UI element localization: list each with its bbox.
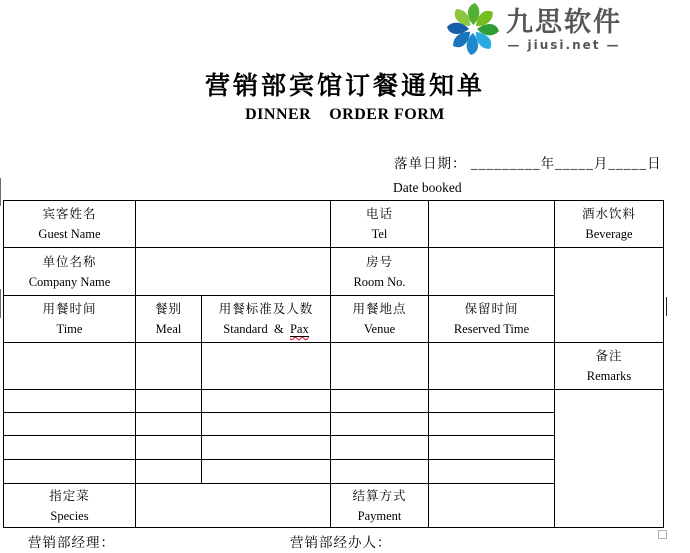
- guest-name-cn: 宾客姓名: [42, 207, 97, 221]
- left-edge-tick-2: [0, 289, 1, 318]
- standard-pax-en: [202, 319, 330, 339]
- reserved-time-cn: 保留时间: [464, 302, 519, 316]
- meal-en: Meal: [155, 322, 182, 336]
- input-venue-3[interactable]: [331, 413, 429, 436]
- agent-signature-label: 营销部经办人：: [290, 535, 392, 550]
- date-day-suffix: 日: [647, 156, 662, 171]
- venue-en: Venue: [363, 322, 396, 336]
- tel-en: Tel: [371, 227, 388, 241]
- input-standard-4[interactable]: [202, 436, 331, 460]
- input-meal-3[interactable]: [136, 413, 202, 436]
- manager-signature-label: 营销部经理：: [28, 535, 115, 550]
- pax-misspelled-word: Pax: [289, 322, 309, 336]
- left-edge-tick-1: [0, 178, 1, 206]
- input-time-2[interactable]: [4, 390, 136, 413]
- input-standard-1[interactable]: [202, 343, 331, 390]
- payment-cn: 结算方式: [352, 488, 407, 503]
- input-time-5[interactable]: [4, 460, 136, 484]
- company-name-cn: 单位名称: [42, 254, 97, 269]
- beverage-en: Beverage: [585, 227, 633, 241]
- row-company-name: [4, 248, 664, 296]
- date-year-blank[interactable]: _________: [470, 156, 541, 171]
- input-reserved-2[interactable]: [429, 390, 555, 413]
- input-reserved-5[interactable]: [429, 460, 555, 484]
- label-species: [4, 484, 136, 528]
- label-company-name: [4, 248, 136, 296]
- input-tel[interactable]: [429, 201, 555, 248]
- time-cn: 用餐时间: [42, 302, 97, 316]
- input-meal-2[interactable]: [136, 390, 202, 413]
- logo-brand-name: 九思软件: [506, 7, 622, 38]
- input-venue-1[interactable]: [331, 343, 429, 390]
- remarks-cn: 备注: [595, 349, 623, 363]
- reserved-time-en: Reserved Time: [453, 322, 530, 336]
- input-reserved-1[interactable]: [429, 343, 555, 390]
- input-time-4[interactable]: [4, 436, 136, 460]
- logo-text: [506, 9, 622, 52]
- object-anchor-marker: [658, 530, 667, 539]
- input-payment[interactable]: [429, 484, 555, 528]
- date-month-blank[interactable]: _____: [555, 156, 594, 171]
- row-meal-entry-1: [4, 343, 664, 390]
- company-logo: [447, 3, 622, 55]
- row-meal-entry-2: [4, 390, 664, 413]
- input-standard-2[interactable]: [202, 390, 331, 413]
- label-time: [4, 296, 136, 343]
- room-no-en: Room No.: [353, 274, 406, 289]
- label-tel: [331, 201, 429, 248]
- date-day-blank[interactable]: _____: [608, 156, 648, 171]
- dinner-order-table: [3, 200, 664, 528]
- date-booked-line: [394, 152, 662, 172]
- standard-pax-cn: 用餐标准及人数: [218, 302, 314, 316]
- swirl-pinwheel-icon: [447, 3, 499, 55]
- input-venue-5[interactable]: [331, 460, 429, 484]
- label-meal: [136, 296, 202, 343]
- input-meal-1[interactable]: [136, 343, 202, 390]
- label-remarks: [555, 343, 664, 390]
- input-company-name[interactable]: [136, 248, 331, 296]
- input-reserved-3[interactable]: [429, 413, 555, 436]
- venue-cn: 用餐地点: [352, 302, 407, 316]
- input-species[interactable]: [136, 484, 331, 528]
- input-meal-5[interactable]: [136, 460, 202, 484]
- input-venue-2[interactable]: [331, 390, 429, 413]
- label-guest-name: [4, 201, 136, 248]
- input-meal-4[interactable]: [136, 436, 202, 460]
- date-year-suffix: 年: [540, 156, 556, 171]
- species-en: Species: [50, 508, 89, 523]
- input-beverage[interactable]: [555, 248, 664, 343]
- input-venue-4[interactable]: [331, 436, 429, 460]
- beverage-cn: 酒水饮料: [581, 207, 636, 221]
- input-guest-name[interactable]: [136, 201, 331, 248]
- date-month-suffix: 月: [593, 156, 609, 171]
- remarks-en: Remarks: [586, 369, 632, 383]
- company-name-en: Company Name: [28, 274, 111, 289]
- label-venue: [331, 296, 429, 343]
- input-time-3[interactable]: [4, 413, 136, 436]
- page-title-en: DINNER ORDER FORM: [245, 106, 445, 123]
- date-label-cn: 落单日期：: [394, 156, 471, 171]
- page-title-cn: 营销部宾馆订餐通知单: [204, 73, 485, 100]
- payment-en: Payment: [357, 508, 402, 523]
- input-room-no[interactable]: [429, 248, 555, 296]
- right-edge-tick: [666, 297, 667, 316]
- standard-text: Standard &: [223, 322, 290, 336]
- time-en: Time: [56, 322, 83, 336]
- tel-cn: 电话: [365, 207, 393, 221]
- input-remarks[interactable]: [555, 390, 664, 528]
- guest-name-en: Guest Name: [38, 227, 101, 241]
- input-standard-3[interactable]: [202, 413, 331, 436]
- input-time-1[interactable]: [4, 343, 136, 390]
- input-standard-5[interactable]: [202, 460, 331, 484]
- logo-site-url: — jiusi.net —: [507, 38, 621, 52]
- row-guest-name: [4, 201, 664, 248]
- label-room-no: [331, 248, 429, 296]
- label-payment: [331, 484, 429, 528]
- label-beverage: [555, 201, 664, 248]
- meal-cn: 餐别: [154, 302, 182, 316]
- room-no-cn: 房号: [365, 254, 393, 269]
- label-reserved-time: [429, 296, 555, 343]
- date-label-en: Date booked: [393, 180, 462, 195]
- species-cn: 指定菜: [49, 488, 90, 503]
- label-standard-pax: [202, 296, 331, 343]
- input-reserved-4[interactable]: [429, 436, 555, 460]
